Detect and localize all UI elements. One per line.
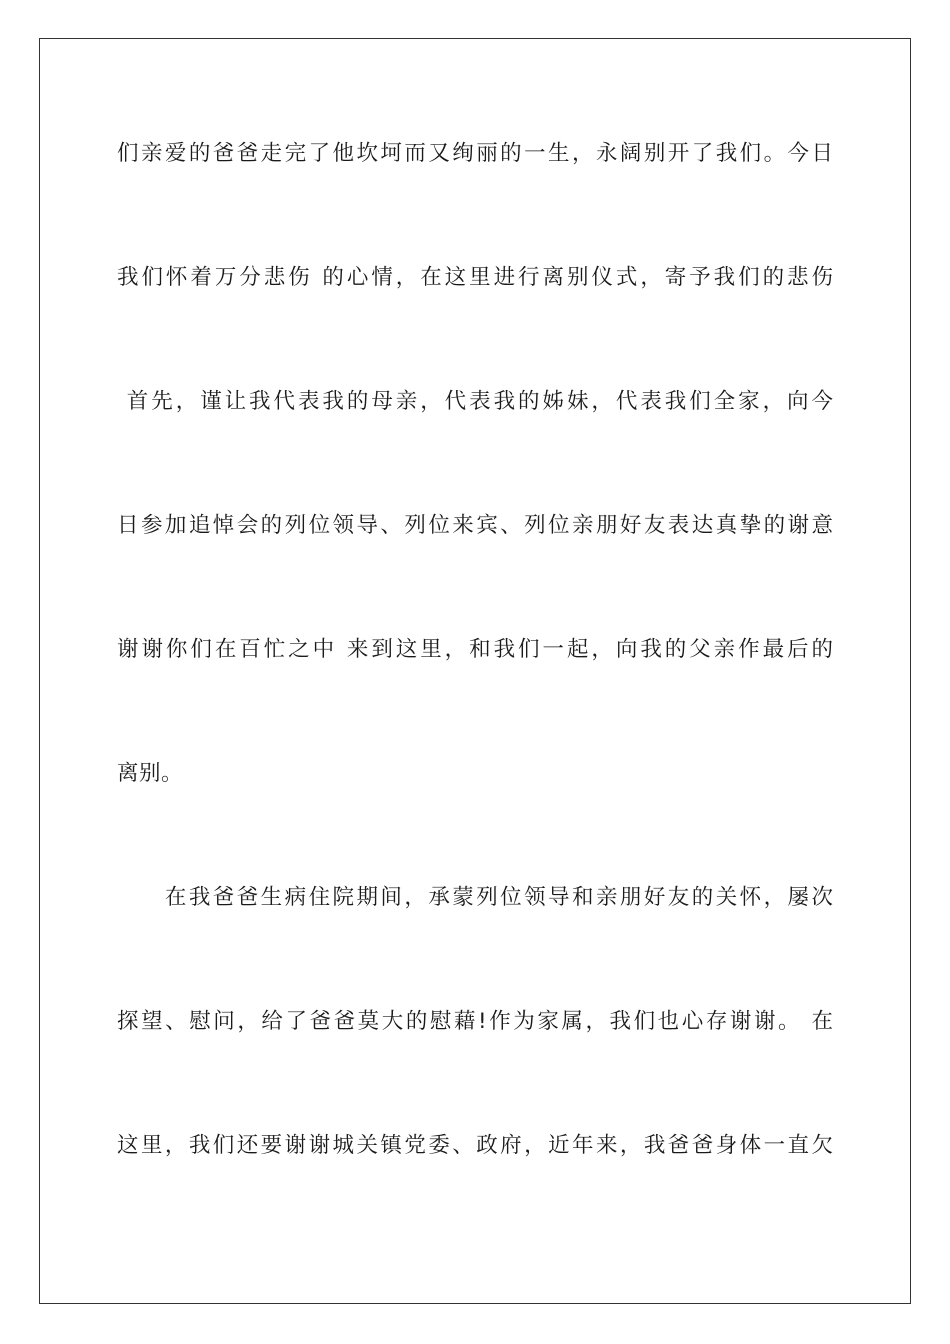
text-line-5: 谢谢你们在百忙之中 来到这里，和我们一起，向我的父亲作最后的 — [117, 637, 833, 662]
text-line-6: 离别。 — [117, 761, 184, 786]
text-line-2: 我们怀着万分悲伤 的心情，在这里进行离别仪式，寄予我们的悲伤 — [117, 265, 833, 290]
text-line-3: 首先，谨让我代表我的母亲，代表我的姊妹，代表我们全家，向今 — [117, 389, 833, 414]
text-line-9: 这里，我们还要谢谢城关镇党委、政府，近年来，我爸爸身体一直欠 — [117, 1133, 833, 1158]
text-line-4: 日参加追悼会的列位领导、列位来宾、列位亲朋好友表达真挚的谢意 — [117, 513, 833, 538]
page-border — [39, 38, 911, 1304]
text-line-1: 们亲爱的爸爸走完了他坎坷而又绚丽的一生，永阔别开了我们。今日 — [117, 141, 833, 166]
text-line-7: 在我爸爸生病住院期间，承蒙列位领导和亲朋好友的关怀，屡次 — [117, 885, 833, 910]
text-line-8: 探望、慰问，给了爸爸莫大的慰藉!作为家属，我们也心存谢谢。 在 — [117, 1009, 833, 1034]
